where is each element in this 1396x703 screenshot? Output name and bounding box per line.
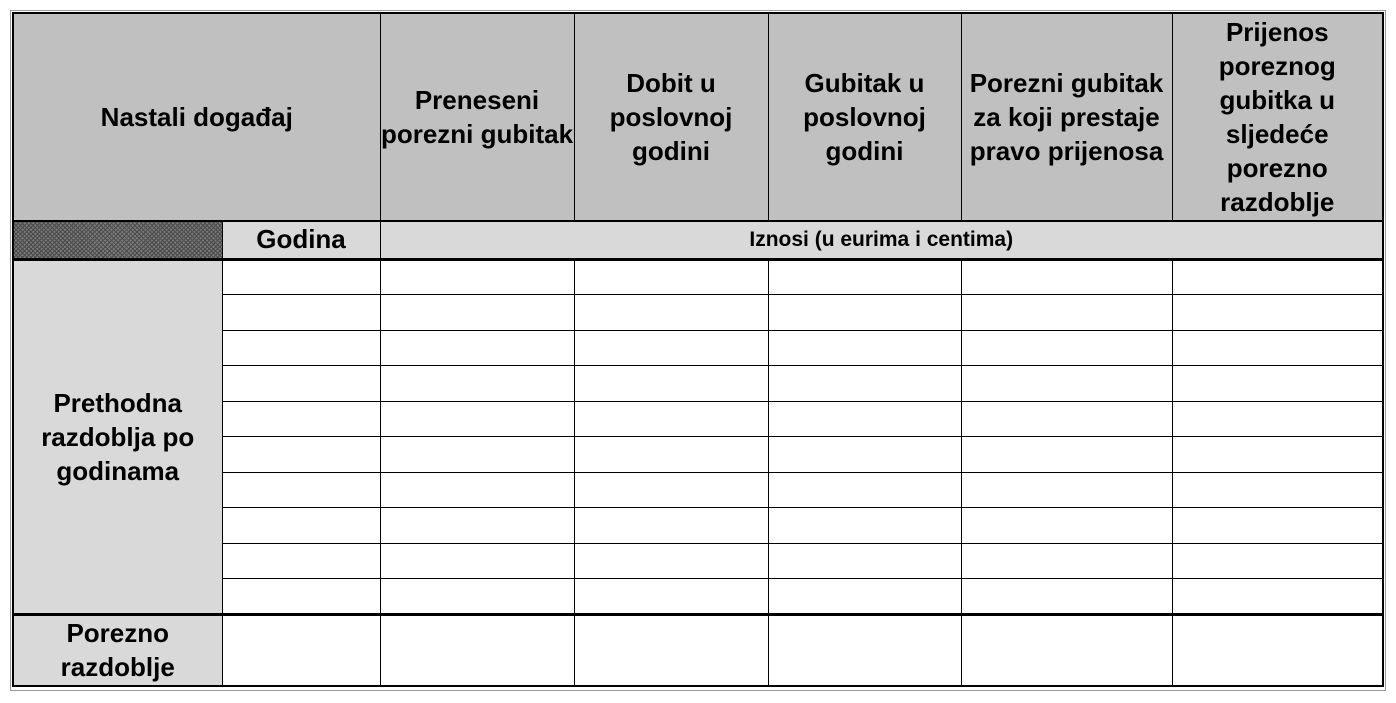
amount-cell[interactable] bbox=[1172, 437, 1383, 473]
amount-cell[interactable] bbox=[574, 508, 768, 544]
year-cell[interactable] bbox=[222, 295, 380, 331]
amount-cell[interactable] bbox=[380, 401, 574, 437]
amount-cell[interactable] bbox=[380, 472, 574, 508]
amount-cell[interactable] bbox=[768, 366, 961, 402]
column-header-loss: Gubitak u poslovnoj godini bbox=[768, 13, 961, 221]
amount-cell[interactable] bbox=[1172, 259, 1383, 295]
amount-cell[interactable] bbox=[961, 259, 1172, 295]
amount-cell[interactable] bbox=[1172, 401, 1383, 437]
amount-cell[interactable] bbox=[380, 437, 574, 473]
year-cell[interactable] bbox=[222, 401, 380, 437]
amount-cell[interactable] bbox=[574, 366, 768, 402]
amount-cell[interactable] bbox=[574, 543, 768, 579]
amount-cell[interactable] bbox=[1172, 472, 1383, 508]
column-header-expired-loss: Porezni gubitak za koji prestaje pravo prijenosa bbox=[961, 13, 1172, 221]
year-cell[interactable] bbox=[222, 614, 380, 686]
event-header: Nastali događaj bbox=[13, 13, 380, 221]
amount-cell[interactable] bbox=[380, 295, 574, 331]
amount-cell[interactable] bbox=[1172, 330, 1383, 366]
amount-cell[interactable] bbox=[961, 614, 1172, 686]
amount-cell[interactable] bbox=[1172, 295, 1383, 331]
amount-cell[interactable] bbox=[768, 579, 961, 615]
tax-period-label: Porezno razdoblje bbox=[13, 614, 222, 686]
amount-cell[interactable] bbox=[574, 259, 768, 295]
year-cell[interactable] bbox=[222, 437, 380, 473]
amount-cell[interactable] bbox=[574, 401, 768, 437]
amount-cell[interactable] bbox=[1172, 543, 1383, 579]
amount-cell[interactable] bbox=[961, 330, 1172, 366]
amount-cell[interactable] bbox=[961, 508, 1172, 544]
amount-cell[interactable] bbox=[768, 437, 961, 473]
amount-cell[interactable] bbox=[768, 330, 961, 366]
tax-loss-table bbox=[12, 12, 1384, 687]
year-cell[interactable] bbox=[222, 508, 380, 544]
amount-cell[interactable] bbox=[574, 330, 768, 366]
amount-cell[interactable] bbox=[574, 579, 768, 615]
amount-cell[interactable] bbox=[380, 330, 574, 366]
amount-cell[interactable] bbox=[961, 472, 1172, 508]
amount-cell[interactable] bbox=[961, 579, 1172, 615]
amount-cell[interactable] bbox=[574, 437, 768, 473]
column-header-carry-forward: Prijenos poreznog gubitka u sljedeće porezno razdoblje bbox=[1172, 13, 1383, 221]
year-cell[interactable] bbox=[222, 366, 380, 402]
amount-cell[interactable] bbox=[961, 401, 1172, 437]
year-cell[interactable] bbox=[222, 472, 380, 508]
amount-cell[interactable] bbox=[961, 366, 1172, 402]
previous-periods-label: Prethodna razdoblja po godinama bbox=[13, 259, 222, 614]
amount-cell[interactable] bbox=[1172, 579, 1383, 615]
amount-cell[interactable] bbox=[1172, 366, 1383, 402]
amount-cell[interactable] bbox=[380, 579, 574, 615]
amount-cell[interactable] bbox=[574, 295, 768, 331]
amount-cell[interactable] bbox=[1172, 508, 1383, 544]
year-cell[interactable] bbox=[222, 330, 380, 366]
amount-cell[interactable] bbox=[768, 295, 961, 331]
tax-period-row bbox=[13, 614, 1383, 686]
amount-cell[interactable] bbox=[961, 437, 1172, 473]
table-row bbox=[13, 259, 1383, 295]
amount-cell[interactable] bbox=[961, 543, 1172, 579]
year-cell[interactable] bbox=[222, 579, 380, 615]
year-header: Godina bbox=[222, 221, 380, 259]
amount-cell[interactable] bbox=[768, 508, 961, 544]
amount-cell[interactable] bbox=[574, 472, 768, 508]
amount-cell[interactable] bbox=[574, 614, 768, 686]
year-cell[interactable] bbox=[222, 259, 380, 295]
year-cell[interactable] bbox=[222, 543, 380, 579]
amount-cell[interactable] bbox=[380, 614, 574, 686]
column-header-carried-loss: Preneseni porezni gubitak bbox=[380, 13, 574, 221]
amount-cell[interactable] bbox=[380, 543, 574, 579]
amounts-header: Iznosi (u eurima i centima) bbox=[380, 221, 1383, 259]
amount-cell[interactable] bbox=[1172, 614, 1383, 686]
amount-cell[interactable] bbox=[961, 295, 1172, 331]
amount-cell[interactable] bbox=[768, 259, 961, 295]
amount-cell[interactable] bbox=[768, 543, 961, 579]
column-header-profit: Dobit u poslovnoj godini bbox=[574, 13, 768, 221]
amount-cell[interactable] bbox=[380, 259, 574, 295]
amount-cell[interactable] bbox=[380, 366, 574, 402]
amount-cell[interactable] bbox=[380, 508, 574, 544]
amount-cell[interactable] bbox=[768, 614, 961, 686]
amount-cell[interactable] bbox=[768, 472, 961, 508]
hatched-cell bbox=[13, 221, 222, 259]
amount-cell[interactable] bbox=[768, 401, 961, 437]
